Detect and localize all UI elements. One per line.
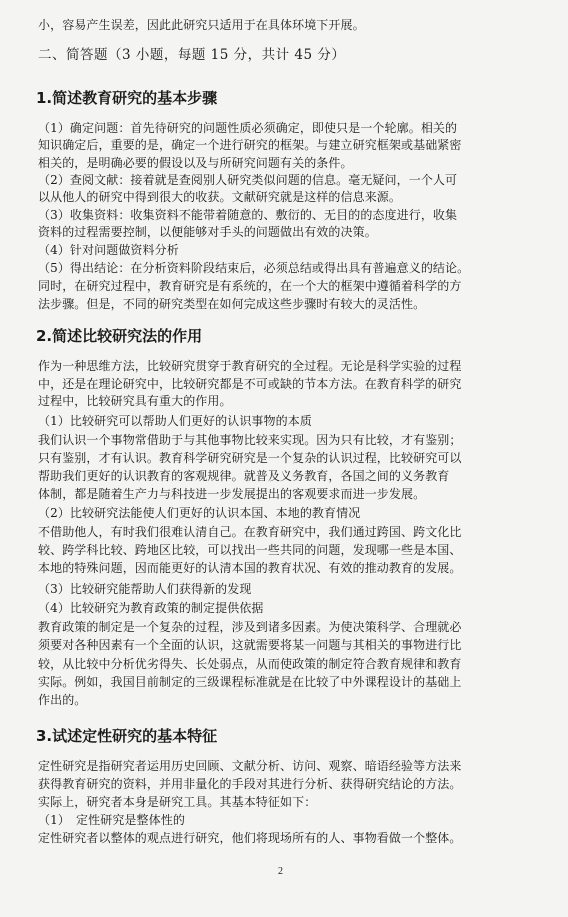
text-line: （3）收集资料：收集资料不能带着随意的、敷衍的、无目的的态度进行，收集 [38, 208, 458, 222]
text-line: （1）确定问题：首先待研究的问题性质必须确定，即使只是一个轮廓。相关的 [38, 121, 458, 135]
text-line: 作出的。 [38, 693, 87, 707]
text-line: 较，从比较中分析优劣得失、长处弱点，从而使政策的制定符合教育规律和教育 [38, 657, 462, 671]
text-line: （4）比较研究为教育政策的制定提供依据 [38, 601, 264, 615]
text-line: （2）比较研究法能使人们更好的认识本国、本地的教育情况 [38, 506, 361, 520]
text-line: 教育政策的制定是一个复杂的过程，涉及到诸多因素。为使决策科学、合理就必 [38, 620, 462, 634]
text-line: 作为一种思维方法，比较研究贯穿于教育研究的全过程。无论是科学实验的过程 [38, 359, 462, 373]
question-heading-1: 1.简述教育研究的基本步骤 [36, 89, 218, 107]
text-line: 我们认识一个事物常借助于与其他事物比较来实现。因为只有比较，才有鉴别； [38, 433, 462, 447]
text-line: 中，还是在理论研究中，比较研究都是不可或缺的节本方法。在教育科学的研究 [38, 377, 462, 391]
text-line: 法步骤。但是，不同的研究类型在如何完成这些步骤时有较大的灵活性。 [38, 297, 426, 311]
text-line: 实际。例如，我国目前制定的三级课程标准就是在比较了中外课程设计的基础上 [38, 675, 462, 689]
text-line: 同时，在研究过程中，教育研究是有系统的，在一个大的框架中遵循着科学的方 [38, 279, 462, 293]
page-number: 2 [278, 866, 283, 877]
text-line: 须要对各种因素有一个全面的认识，这就需要将某一问题与其相关的事物进行比 [38, 638, 462, 652]
text-line: （3）比较研究能帮助人们获得新的发现 [38, 582, 252, 596]
text-line: （1） 定性研究是整体性的 [38, 813, 185, 827]
text-line: （5）得出结论：在分析资料阶段结束后，必须总结或得出具有普遍意义的结论。 [38, 261, 470, 275]
text-line: 帮助我们更好的认识教育的客观规律。就普及义务教育，各国之间的义务教育 [38, 469, 450, 483]
text-line: 获得教育研究的资料，并用非量化的手段对其进行分析、获得研究结论的方法。 [38, 777, 462, 791]
text-line: 小，容易产生误差，因此此研究只适用于在具体环境下开展。 [38, 18, 365, 32]
question-heading-3: 3.试述定性研究的基本特征 [36, 727, 218, 745]
text-line: （2）查阅文献：接着就是查阅别人研究类似问题的信息。毫无疑问，一个人可 [38, 173, 458, 187]
section-title: 二、简答题（3 小题，每题 15 分，共计 45 分） [38, 47, 346, 63]
text-line: 本地的特殊问题，因而能更好的认清本国的教育状况、有效的推动教育的发展。 [38, 561, 462, 575]
text-line: 体制，都是随着生产力与科技进一步发展提出的客观要求而进一步发展。 [38, 487, 426, 501]
text-line: 定性研究是指研究者运用历史回顾、文献分析、访问、观察、暗语经验等方法来 [38, 759, 462, 773]
text-line: 过程中，比较研究具有重大的作用。 [38, 394, 232, 408]
text-line: 定性研究者以整体的观点进行研究，他们将现场所有的人、事物看做一个整体。 [38, 831, 462, 845]
text-line: 不借助他人，有时我们很难认清自己。在教育研究中，我们通过跨国、跨文化比 [38, 525, 462, 539]
text-line: 只有鉴别，才有认识。教育科学研究研究是一个复杂的认识过程，比较研究可以 [38, 451, 462, 465]
text-line: 实际上，研究者本身是研究工具。其基本特征如下： [38, 795, 317, 809]
text-line: （1）比较研究可以帮助人们更好的认识事物的本质 [38, 414, 312, 428]
text-line: 资料的过程需要控制，以便能够对手头的问题做出有效的决策。 [38, 225, 377, 239]
text-line: 以从他人的研究中得到很大的收获。文献研究就是这样的信息来源。 [38, 190, 402, 204]
text-line: 知识确定后，重要的是，确定一个进行研究的框架。与建立研究框架或基础紧密 [38, 138, 462, 152]
text-line: （4）针对问题做资料分析 [38, 243, 179, 257]
question-heading-2: 2.简述比较研究法的作用 [36, 327, 203, 345]
text-line: 较、跨学科比较、跨地区比较，可以找出一些共同的问题，发现哪一些是本国、 [38, 543, 462, 557]
text-line: 相关的，是明确必要的假设以及与所研究问题有关的条件。 [38, 156, 353, 170]
